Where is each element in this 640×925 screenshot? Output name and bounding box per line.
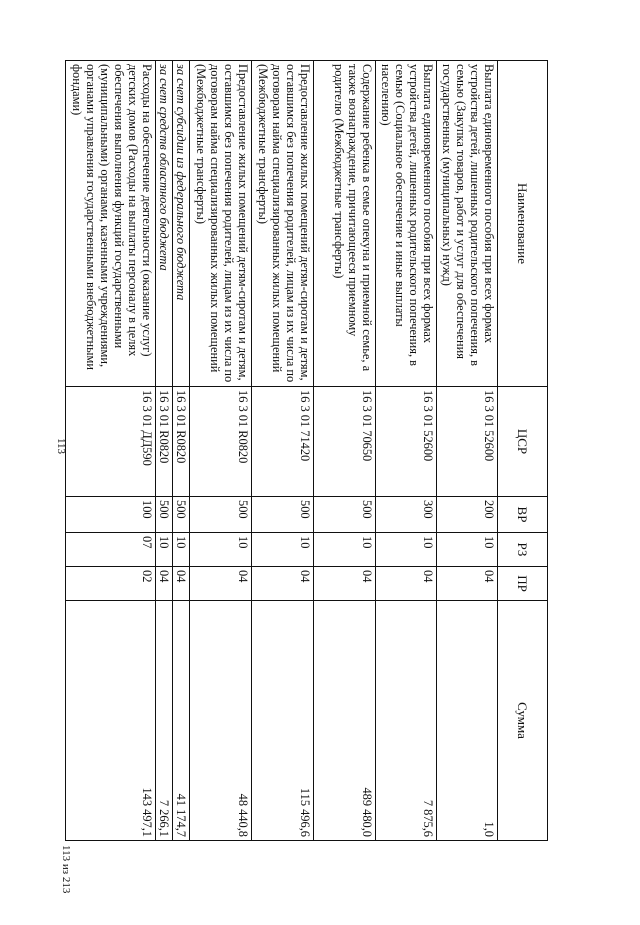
table-row <box>66 61 156 841</box>
cell-sum: 7 266,1 <box>156 601 173 841</box>
cell-pr: 04 <box>437 567 498 601</box>
rotated-page <box>70 60 548 840</box>
cell-csr: 16 3 01 52600 <box>376 387 437 497</box>
cell-rz: 07 <box>66 533 156 567</box>
header-rz: РЗ <box>498 533 548 567</box>
header-csr: ЦСР <box>498 387 548 497</box>
cell-pr: 04 <box>314 567 376 601</box>
table-row <box>156 61 173 841</box>
cell-sum: 41 174,7 <box>173 601 190 841</box>
table-row <box>173 61 190 841</box>
cell-sum: 143 497,1 <box>66 601 156 841</box>
cell-vr: 200 <box>437 497 498 533</box>
cell-csr: 16 3 01 71420 <box>252 387 314 497</box>
cell-rz: 10 <box>376 533 437 567</box>
cell-pr: 04 <box>252 567 314 601</box>
cell-rz: 10 <box>156 533 173 567</box>
header-vr: ВР <box>498 497 548 533</box>
cell-vr: 500 <box>156 497 173 533</box>
cell-name: Выплата единовременного пособия при всех формах устройства детей, лишенных родительского попечения, в семью (Закупка товаров, работ и услуг для обеспечения государственных (муниципальных) нужд) <box>437 61 498 387</box>
cell-csr: 16 3 01 R0820 <box>156 387 173 497</box>
cell-vr: 500 <box>190 497 252 533</box>
page-footer: 113 из 213 <box>60 845 72 894</box>
cell-name: Выплата единовременного пособия при всех формах устройства детей, лишенных родительского попечения, в семью (Социальное обеспечение и иные выплаты населению) <box>376 61 437 387</box>
cell-name: за счет субсидии из федерального бюджета <box>173 61 190 387</box>
table-row <box>376 61 437 841</box>
header-name: Наименование <box>498 61 548 387</box>
cell-vr: 500 <box>173 497 190 533</box>
page-number: 113 <box>55 437 67 455</box>
header-sum: Сумма <box>498 601 548 841</box>
cell-sum: 115 496,6 <box>252 601 314 841</box>
cell-pr: 02 <box>66 567 156 601</box>
cell-vr: 500 <box>252 497 314 533</box>
table-row <box>314 61 376 841</box>
budget-table <box>65 60 548 841</box>
cell-name: Содержание ребенка в семье опекуна и приемной семье, а также вознаграждение, причитающееся приемному родителю (Межбюджетные трансферты) <box>314 61 376 387</box>
cell-csr: 16 3 01 ДД590 <box>66 387 156 497</box>
cell-sum: 1,0 <box>437 601 498 841</box>
table-row <box>437 61 498 841</box>
cell-rz: 10 <box>437 533 498 567</box>
table-header-row <box>498 61 548 841</box>
cell-rz: 10 <box>314 533 376 567</box>
cell-sum: 7 875,6 <box>376 601 437 841</box>
table-row <box>190 61 252 841</box>
cell-csr: 16 3 01 52600 <box>437 387 498 497</box>
cell-pr: 04 <box>156 567 173 601</box>
header-pr: ПР <box>498 567 548 601</box>
cell-name: за счет средств областного бюджета <box>156 61 173 387</box>
cell-sum: 489 480,0 <box>314 601 376 841</box>
cell-csr: 16 3 01 R0820 <box>190 387 252 497</box>
cell-vr: 100 <box>66 497 156 533</box>
cell-name: Предоставление жилых помещений детям-сиротам и детям, оставшимся без попечения родителей, лицам из их числа по договорам найма специализированных жилых помещений (Межбюджетные трансферты) <box>252 61 314 387</box>
cell-rz: 10 <box>252 533 314 567</box>
table-row <box>252 61 314 841</box>
cell-name: Расходы на обеспечение деятельности (оказание услуг) детских домов (Расходы на выплаты персоналу в целях обеспечения выполнения функций государственными (муниципальными) органами, казенными учреждениями, органами управления государственными внебюджетными фондами) <box>66 61 156 387</box>
cell-vr: 300 <box>376 497 437 533</box>
cell-pr: 04 <box>376 567 437 601</box>
cell-pr: 04 <box>173 567 190 601</box>
cell-rz: 10 <box>173 533 190 567</box>
cell-csr: 16 3 01 70650 <box>314 387 376 497</box>
cell-sum: 48 440,8 <box>190 601 252 841</box>
cell-csr: 16 3 01 R0820 <box>173 387 190 497</box>
cell-vr: 500 <box>314 497 376 533</box>
cell-name: Предоставление жилых помещений детям-сиротам и детям, оставшимся без попечения родителей, лицам из их числа по договорам найма специализированных жилых помещений (Межбюджетные трансферты) <box>190 61 252 387</box>
cell-rz: 10 <box>190 533 252 567</box>
cell-pr: 04 <box>190 567 252 601</box>
